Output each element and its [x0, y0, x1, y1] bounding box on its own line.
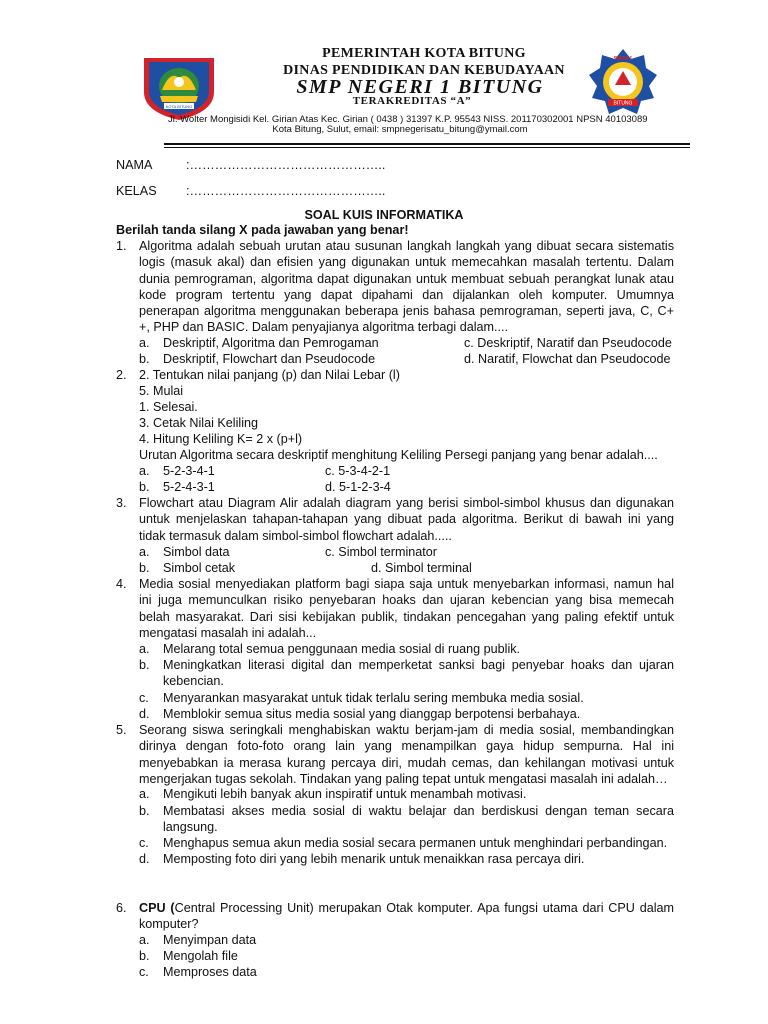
- q4-option-b[interactable]: Meningkatkan literasi digital dan memperketat sanksi bagi penyebar hoaks dan ujaran kebencian.: [163, 658, 674, 689]
- class-field[interactable]: :………………………………………..: [186, 184, 386, 198]
- q5-option-d[interactable]: Memposting foto diri yang lebih menarik untuk menaikkan rasa percaya diri.: [163, 852, 585, 866]
- letterhead-line-1: PEMERINTAH KOTA BITUNG: [322, 46, 526, 61]
- question-6-text: [139, 900, 674, 933]
- class-label: KELAS: [116, 184, 157, 198]
- q1-option-b-label: b.: [139, 352, 150, 366]
- name-field[interactable]: :………………………………………..: [186, 158, 386, 172]
- q1-option-a[interactable]: Deskriptif, Algoritma dan Pemrogaman: [163, 336, 379, 350]
- left-logo-caption: KOTA BITUNG: [165, 104, 193, 109]
- q3-option-a-label: a.: [139, 545, 150, 559]
- q4-option-c[interactable]: Menyarankan masyarakat untuk tidak terlalu sering membuka media sosial.: [163, 691, 584, 705]
- q6-option-a-label: a.: [139, 933, 150, 947]
- question-2-number: 2.: [116, 368, 127, 382]
- q2-option-b-label: b.: [139, 480, 150, 494]
- question-5-number: 5.: [116, 723, 127, 737]
- question-3-number: 3.: [116, 496, 127, 510]
- q2-step: 5. Mulai: [139, 384, 184, 398]
- letterhead-rule-thick: [164, 143, 690, 145]
- q2-option-a[interactable]: 5-2-3-4-1: [163, 464, 215, 478]
- question-4-text: Media sosial menyediakan platform bagi siapa saja untuk menyebarkan informasi, namun hal ini juga memunculkan risiko penyebaran hoaks dan ujaran kebencian yang bisa memecah belah masyarakat. Dari sisi kebijakan publik, tindakan pencegahan yang paling efektif untuk mengatasi masalah ini adalah...: [139, 577, 674, 640]
- q2-option-b[interactable]: 5-2-4-3-1: [163, 480, 215, 494]
- q2-option-a-label: a.: [139, 464, 150, 478]
- school-address: Jl. Wolter Mongisidi Kel. Girian Atas Kec. Girian ( 0438 ) 31397 K.P. 95543 NISS. 201170302001 NPSN 40103089: [168, 114, 648, 125]
- q6-option-c-label: c.: [139, 965, 149, 979]
- question-3-text: Flowchart atau Diagram Alir adalah diagram yang berisi simbol-simbol khusus dan digunakan untuk menjelaskan tahapan-tahapan yang dibuat pada algoritma. Berikut di bawah ini yang tidak termasuk dalam simbol-simbol flowchart adalah.....: [139, 496, 674, 543]
- q4-option-d[interactable]: Memblokir semua situs media sosial yang dianggap berpotensi berbahaya.: [163, 707, 581, 721]
- q1-option-d[interactable]: d. Naratif, Flowchat dan Pseudocode: [464, 352, 671, 366]
- accreditation: TERAKREDITAS “A”: [352, 95, 472, 107]
- q3-option-a[interactable]: Simbol data: [163, 545, 230, 559]
- q5-option-a-label: a.: [139, 787, 150, 801]
- school-name: SMP NEGERI 1 BITUNG: [296, 76, 544, 98]
- q1-option-b[interactable]: Deskriptif, Flowchart dan Pseudocode: [163, 352, 376, 366]
- q6-option-a[interactable]: Menyimpan data: [163, 933, 257, 947]
- question-4-number: 4.: [116, 577, 127, 591]
- instruction: Berilah tanda silang X pada jawaban yang benar!: [116, 223, 409, 237]
- q1-option-a-label: a.: [139, 336, 150, 350]
- letterhead-rule-thin: [164, 147, 690, 148]
- question-6-body: Central Processing Unit) merupakan Otak komputer. Apa fungsi utama dari CPU dalam komputer?: [139, 901, 674, 932]
- q4-option-d-label: d.: [139, 707, 150, 721]
- q5-option-a[interactable]: Mengikuti lebih banyak akun inspiratif untuk menambah motivasi.: [163, 787, 527, 801]
- q5-option-c[interactable]: Menghapus semua akun media sosial secara permanen untuk menghindari perbandingan.: [163, 836, 668, 850]
- q4-option-a-label: a.: [139, 642, 150, 656]
- q2-option-d[interactable]: d. 5-1-2-3-4: [325, 480, 391, 494]
- q5-option-b-label: b.: [139, 804, 150, 818]
- q6-option-c[interactable]: Memproses data: [163, 965, 257, 979]
- question-5-text: Seorang siswa seringkali menghabiskan waktu berjam-jam di media sosial, membandingkan dirinya dengan foto-foto orang lain yang menampilkan gaya hidup sempurna. Hal ini menyebabkan ia merasa kurang percaya diri, mudah cemas, dan kehilangan motivasi untuk mengerjakan tugas sekolah. Tindakan yang paling tepat untuk mengatasi masalah ini adalah…: [139, 723, 674, 786]
- q5-option-c-label: c.: [139, 836, 149, 850]
- question-6-number: 6.: [116, 901, 127, 915]
- q3-option-b-label: b.: [139, 561, 150, 575]
- right-logo-top: SMPN 1: [613, 56, 633, 62]
- school-logo-icon: [588, 47, 658, 117]
- question-2-intro: 2. Tentukan nilai panjang (p) dan Nilai Lebar (l): [139, 368, 400, 382]
- q3-option-d[interactable]: d. Simbol terminal: [371, 561, 472, 575]
- q2-step: 1. Selesai.: [139, 400, 198, 414]
- q3-option-b[interactable]: Simbol cetak: [163, 561, 236, 575]
- q6-option-b-label: b.: [139, 949, 150, 963]
- q4-option-b-label: b.: [139, 658, 150, 672]
- quiz-title: SOAL KUIS INFORMATIKA: [304, 208, 464, 222]
- question-1-text: Algoritma adalah sebuah urutan atau susunan langkah langkah yang dibuat secara sistematis logis (masuk akal) dan efisien yang digunakan untuk memecahkan masalah tertentu. Dalam dunia pemrograman, algoritma dapat digunakan untuk membuat sebuah perangkat lunak atau kode program tertentu yang dapat dipahami dan dijalankan oleh komputer. Umumnya penerapan algoritma menggunakan beberapa jenis bahasa pemrograman, seperti java, C, C+ +, PHP dan BASIC. Dalam penyajianya algoritma terbagi dalam....: [139, 239, 674, 335]
- q6-option-b[interactable]: Mengolah file: [163, 949, 238, 963]
- school-email-line: Kota Bitung, Sulut, email: smpnegerisatu_bitung@ymail.com: [272, 124, 528, 135]
- question-2-text: Urutan Algoritma secara deskriptif menghitung Keliling Persegi panjang yang benar adalah....: [139, 448, 658, 462]
- question-6-bold: CPU (: [139, 901, 175, 915]
- letterhead-line-2: DINAS PENDIDIKAN DAN KEBUDAYAAN: [283, 63, 565, 78]
- q4-option-c-label: c.: [139, 691, 149, 705]
- q5-option-b[interactable]: Membatasi akses media sosial di waktu belajar dan berdiskusi dengan teman secara langsung.: [163, 804, 674, 835]
- name-label: NAMA: [116, 158, 153, 172]
- right-logo-caption: BITUNG: [613, 100, 633, 107]
- q3-option-c[interactable]: c. Simbol terminator: [325, 545, 437, 559]
- q2-step: 3. Cetak Nilai Keliling: [139, 416, 258, 430]
- q5-option-d-label: d.: [139, 852, 150, 866]
- q1-option-c[interactable]: c. Deskriptif, Naratif dan Pseudocode: [464, 336, 672, 350]
- question-1-number: 1.: [116, 239, 127, 253]
- q2-option-c[interactable]: c. 5-3-4-2-1: [325, 464, 391, 478]
- q4-option-a[interactable]: Melarang total semua penggunaan media sosial di ruang publik.: [163, 642, 521, 656]
- q2-step: 4. Hitung Keliling K= 2 x (p+l): [139, 432, 303, 446]
